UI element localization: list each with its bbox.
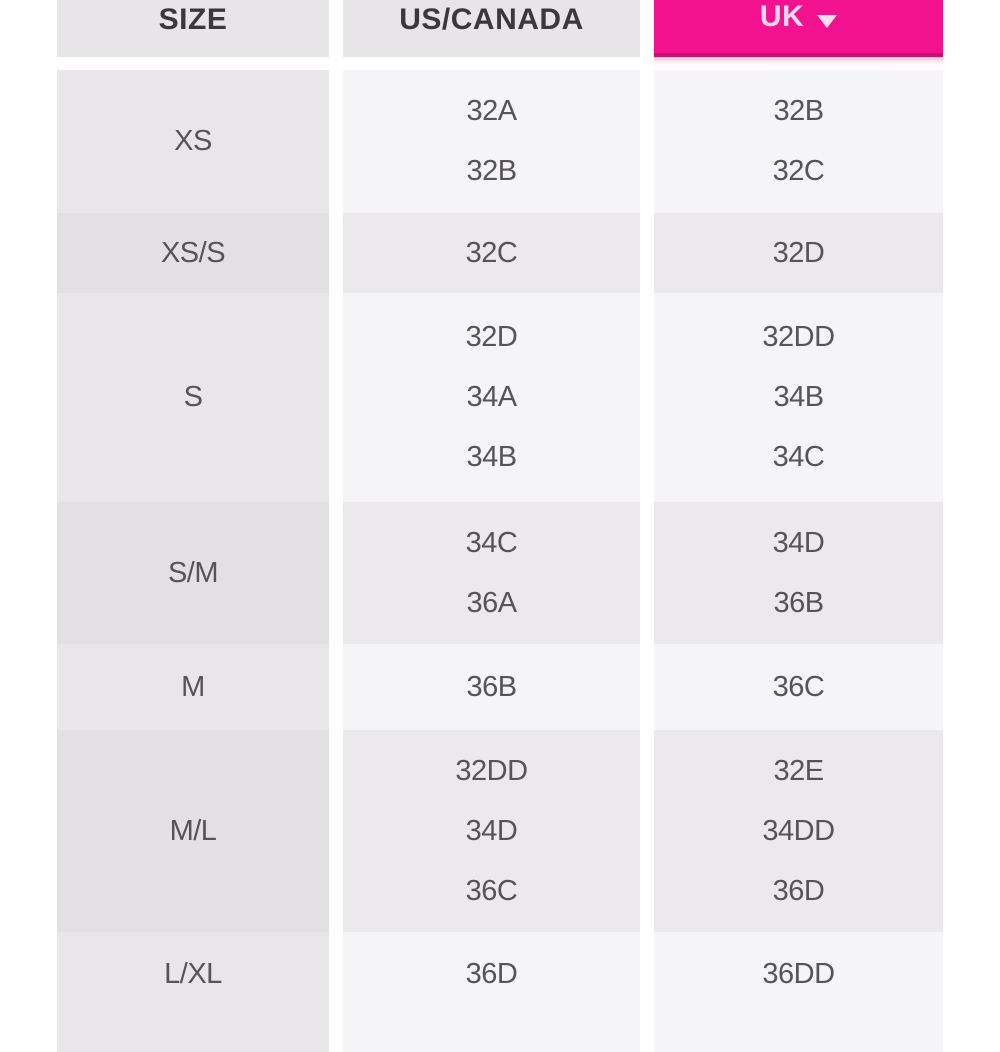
uk-value: 32D <box>772 236 825 269</box>
uk-cell-xs <box>654 70 943 213</box>
us-value: 34D <box>465 814 518 847</box>
header-gap <box>57 57 329 70</box>
us-cell-m <box>343 644 640 730</box>
us-value: 32DD <box>455 754 528 787</box>
us-canada-column <box>343 0 640 1020</box>
uk-value: 32E <box>773 754 824 787</box>
size-label: L/XL <box>164 957 222 990</box>
size-cell-s-m <box>57 502 329 644</box>
uk-value: 36D <box>772 874 825 907</box>
chevron-down-icon <box>817 15 837 28</box>
us-cell-xs <box>343 70 640 213</box>
size-cell-l-xl <box>57 932 329 1052</box>
header-gap <box>343 57 640 70</box>
us-value: 36B <box>466 670 517 703</box>
uk-value: 36B <box>773 586 824 619</box>
size-label: XS/S <box>160 236 226 269</box>
uk-cell-l-xl <box>654 932 943 1052</box>
uk-value: 34B <box>773 381 824 413</box>
size-cell-m <box>57 644 329 730</box>
uk-value: 34C <box>772 441 825 473</box>
us-value: 34C <box>465 526 518 559</box>
uk-cell-s <box>654 293 943 502</box>
uk-cell-s-m <box>654 502 943 644</box>
us-canada-header-cell <box>343 0 640 57</box>
uk-value: 34D <box>772 526 825 559</box>
us-value: 36A <box>466 586 517 619</box>
size-conversion-table <box>57 0 943 1020</box>
size-label: XS <box>174 125 212 157</box>
size-label: S <box>183 381 203 413</box>
size-label: M <box>181 670 205 703</box>
uk-header-label: UK <box>759 0 805 33</box>
us-canada-header-label: US/CANADA <box>399 3 584 36</box>
uk-value: 32C <box>772 155 825 187</box>
us-value: 34A <box>466 381 517 413</box>
size-header-label: SIZE <box>158 3 228 36</box>
uk-value: 32DD <box>762 321 835 353</box>
uk-cell-xs-s <box>654 213 943 293</box>
uk-value: 32B <box>773 95 824 127</box>
uk-column <box>654 0 943 1020</box>
uk-cell-m-l <box>654 730 943 932</box>
size-label: M/L <box>169 814 217 847</box>
us-value: 36D <box>465 957 518 990</box>
us-value: 36C <box>465 874 518 907</box>
size-cell-xs-s <box>57 213 329 293</box>
size-cell-s <box>57 293 329 502</box>
size-header-cell <box>57 0 329 57</box>
us-value: 32A <box>466 95 517 127</box>
size-label: S/M <box>167 556 219 589</box>
uk-value: 36DD <box>762 957 835 990</box>
us-value: 32C <box>465 236 518 269</box>
uk-value: 34DD <box>762 814 835 847</box>
size-cell-m-l <box>57 730 329 932</box>
us-value: 32B <box>466 155 517 187</box>
header-gap <box>654 57 943 70</box>
us-cell-s-m <box>343 502 640 644</box>
us-cell-m-l <box>343 730 640 932</box>
us-cell-s <box>343 293 640 502</box>
us-cell-xs-s <box>343 213 640 293</box>
size-cell-xs <box>57 70 329 213</box>
us-value: 34B <box>466 441 517 473</box>
uk-cell-m <box>654 644 943 730</box>
us-cell-l-xl <box>343 932 640 1052</box>
size-column <box>57 0 329 1020</box>
uk-header-dropdown[interactable] <box>654 0 943 57</box>
uk-value: 36C <box>772 670 825 703</box>
us-value: 32D <box>465 321 518 353</box>
